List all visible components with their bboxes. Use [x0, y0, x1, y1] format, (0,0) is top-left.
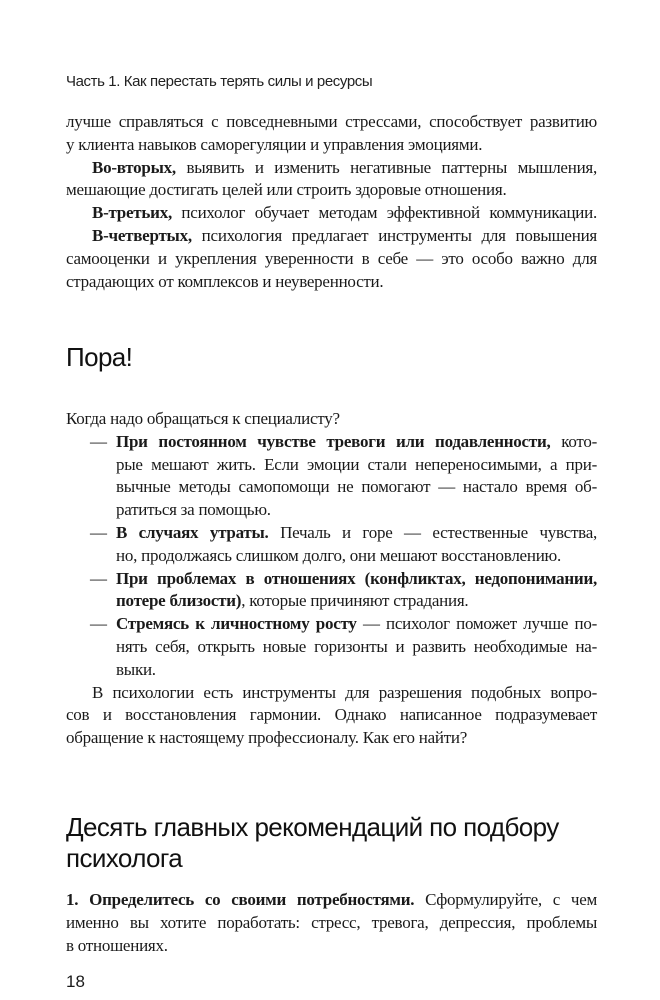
body-text: психология предлагает инструменты для повышения	[191, 225, 597, 245]
bold-lead-text: При проблемах в отношениях (конфликтах, недопонимании,	[116, 568, 597, 588]
text-line	[66, 704, 597, 727]
text-line	[66, 613, 597, 636]
paragraph-block-recommendation-1	[66, 889, 597, 957]
body-text: у клиента навыков саморегуляции и управления эмоциями.	[66, 134, 483, 154]
bold-lead-text: В случаях утраты.	[116, 522, 269, 542]
running-header: Часть 1. Как перестать терять силы и ресурсы	[66, 73, 373, 90]
text-line	[66, 889, 597, 912]
section-heading-recommendations	[66, 812, 559, 874]
text-line	[66, 271, 597, 294]
body-text: , которые причиняют страдания.	[241, 591, 469, 611]
text-line	[66, 935, 597, 958]
paragraph-block-intro	[66, 111, 597, 293]
text-line	[66, 454, 597, 477]
text-line	[66, 179, 597, 202]
text-line	[66, 111, 597, 134]
body-text: нять себя, открыть новые горизонты и развить необходимые на-	[116, 636, 597, 656]
text-line	[66, 431, 597, 454]
body-text: рые мешают жить. Если эмоции стали непереносимыми, а при-	[116, 454, 597, 474]
text-line	[66, 134, 597, 157]
body-text: обращение к настоящему профессионалу. Как его найти?	[66, 728, 468, 748]
body-text: лучше справляться с повседневными стрессами, способствует развитию	[66, 112, 597, 131]
text-line	[66, 636, 597, 659]
text-line	[66, 157, 597, 180]
heading-line: Десять главных рекомендаций по подбору	[66, 812, 559, 842]
text-line	[66, 225, 597, 248]
body-text: вычные методы самопомощи не помогают — настало время об-	[116, 477, 597, 497]
bold-lead-text: Во-вторых,	[92, 157, 176, 177]
body-text: в отношениях.	[66, 935, 168, 955]
text-line	[66, 590, 597, 613]
text-line	[66, 659, 597, 682]
body-text: но, продолжаясь слишком долго, они мешают восстановлению.	[116, 545, 561, 565]
list-dash: —	[90, 431, 107, 451]
bold-lead-text: 1. Определитесь со своими потребностями.	[66, 890, 415, 909]
bold-lead-text: При постоянном чувстве тревоги или подавленности,	[116, 431, 551, 451]
list-dash: —	[90, 522, 107, 542]
bold-lead-text: В-третьих,	[92, 203, 172, 223]
body-text: Когда надо обращаться к специалисту?	[66, 409, 340, 428]
paragraph-block-when	[66, 408, 597, 750]
body-text: кото-	[550, 431, 597, 451]
body-text: Печаль и горе — естественные чувства,	[268, 522, 597, 542]
text-line	[66, 912, 597, 935]
text-line	[66, 522, 597, 545]
text-line	[66, 682, 597, 705]
list-dash: —	[90, 614, 107, 634]
body-text: выявить и изменить негативные паттерны мышления,	[175, 157, 597, 177]
text-line	[66, 499, 597, 522]
body-text: ратиться за помощью.	[116, 500, 271, 520]
bold-lead-text: Стремясь к личностному росту	[116, 614, 357, 634]
heading-line: психолога	[66, 843, 183, 873]
page-number: 18	[66, 972, 85, 991]
body-text: В психологии есть инструменты для разрешения подобных вопро-	[92, 682, 597, 702]
bold-lead-text: потере близости)	[116, 591, 242, 611]
body-text: мешающие достигать целей или строить здоровые отношения.	[66, 180, 507, 200]
list-dash: —	[90, 568, 107, 588]
text-line	[66, 248, 597, 271]
text-line	[66, 202, 597, 225]
body-text: именно вы хотите поработать: стресс, тревога, депрессия, проблемы	[66, 912, 597, 932]
text-line	[66, 727, 597, 750]
body-text: самооценки и укрепления уверенности в себе — это особо важно для	[66, 248, 597, 268]
body-text: — психолог поможет лучше по-	[356, 614, 597, 634]
text-line	[66, 408, 597, 431]
body-text: страдающих от комплексов и неуверенности.	[66, 271, 384, 291]
text-line	[66, 568, 597, 591]
body-text: Сформулируйте, с чем	[414, 890, 597, 909]
text-line	[66, 476, 597, 499]
body-text: психолог обучает методам эффективной коммуникации.	[171, 203, 597, 223]
body-text: сов и восстановления гармонии. Однако написанное подразумевает	[66, 705, 597, 725]
body-text: выки.	[116, 659, 156, 679]
section-heading-pora: Пора!	[66, 342, 133, 372]
text-line	[66, 545, 597, 568]
bold-lead-text: В-четвертых,	[92, 225, 192, 245]
